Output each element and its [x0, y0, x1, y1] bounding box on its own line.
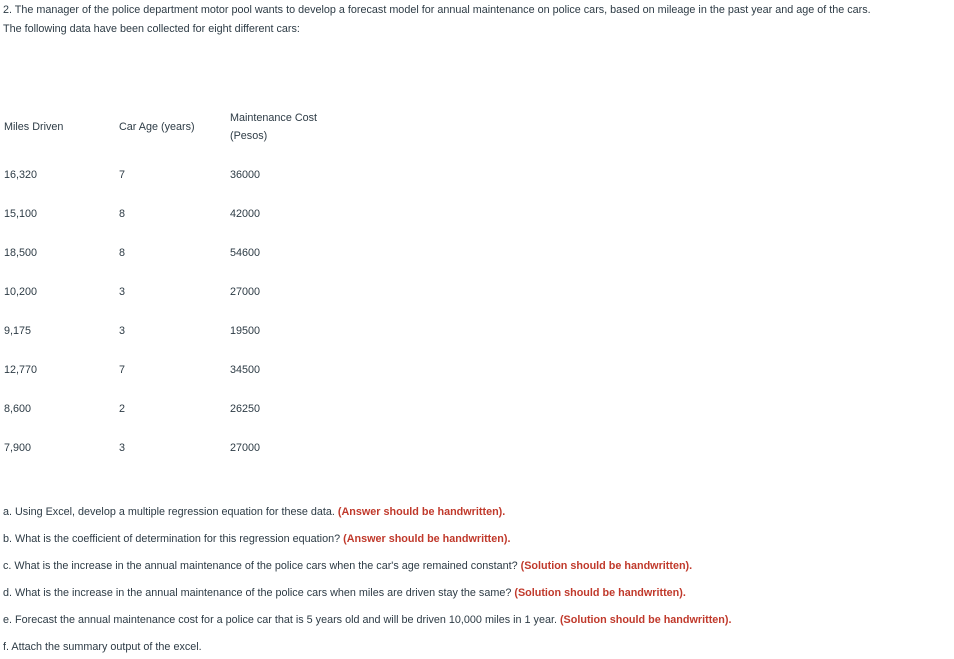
table-cell-miles: 7,900 [4, 442, 32, 454]
table-cell-age: 8 [119, 247, 126, 259]
intro-line-1: 2. The manager of the police department motor pool wants to develop a forecast model for annual maintenance on police cars, based on mileage in the past year and age of the cars. [3, 4, 871, 16]
table-cell-miles: 18,500 [4, 247, 38, 259]
question-text: c. What is the increase in the annual maintenance of the police cars when the car's age remained constant? [3, 560, 518, 572]
table-cell-miles: 10,200 [4, 286, 38, 298]
table-cell-age: 3 [119, 442, 126, 454]
question-text: e. Forecast the annual maintenance cost for a police car that is 5 years old and will be driven 10,000 miles in 1 year. [3, 614, 557, 626]
header-miles-driven: Miles Driven [4, 121, 64, 133]
table-cell-cost: 27000 [230, 286, 261, 298]
table-cell-miles: 15,100 [4, 208, 38, 220]
question-text: f. Attach the summary output of the excel. [3, 641, 202, 653]
header-car-age: Car Age (years) [119, 121, 195, 133]
table-cell-cost: 26250 [230, 403, 261, 415]
table-cell-age: 3 [119, 286, 126, 298]
question-note: (Solution should be handwritten). [559, 614, 732, 626]
table-cell-cost: 54600 [230, 247, 261, 259]
header-maintenance-cost-unit: (Pesos) [230, 130, 268, 142]
question-note: (Answer should be handwritten). [343, 533, 511, 545]
question-text: a. Using Excel, develop a multiple regression equation for these data. [3, 506, 335, 518]
question-text: b. What is the coefficient of determination for this regression equation? [3, 533, 341, 545]
question-note: (Solution should be handwritten). [514, 587, 686, 599]
table-cell-age: 3 [119, 325, 126, 337]
intro-line-2: The following data have been collected for eight different cars: [3, 23, 300, 35]
table-cell-miles: 8,600 [4, 403, 32, 415]
question-b [3, 533, 510, 545]
table-cell-cost: 36000 [230, 169, 261, 181]
question-e [3, 614, 732, 626]
question-f [3, 641, 202, 653]
table-cell-age: 8 [119, 208, 126, 220]
question-d [3, 587, 686, 599]
table-cell-age: 7 [119, 169, 126, 181]
table-cell-cost: 19500 [230, 325, 261, 337]
header-maintenance-cost: Maintenance Cost [230, 112, 318, 124]
table-cell-cost: 34500 [230, 364, 261, 376]
table-cell-cost: 42000 [230, 208, 261, 220]
table-cell-cost: 27000 [230, 442, 261, 454]
question-note: (Solution should be handwritten). [520, 560, 693, 572]
table-cell-miles: 9,175 [4, 325, 32, 337]
question-c [3, 560, 692, 572]
table-cell-miles: 12,770 [4, 364, 38, 376]
table-cell-miles: 16,320 [4, 169, 38, 181]
question-text: d. What is the increase in the annual maintenance of the police cars when miles are driven stay the same? [3, 587, 512, 599]
problem-intro [3, 1, 951, 39]
table-cell-age: 2 [119, 403, 126, 415]
table-cell-age: 7 [119, 364, 126, 376]
question-note: (Answer should be handwritten). [337, 506, 506, 518]
question-a [3, 506, 505, 518]
